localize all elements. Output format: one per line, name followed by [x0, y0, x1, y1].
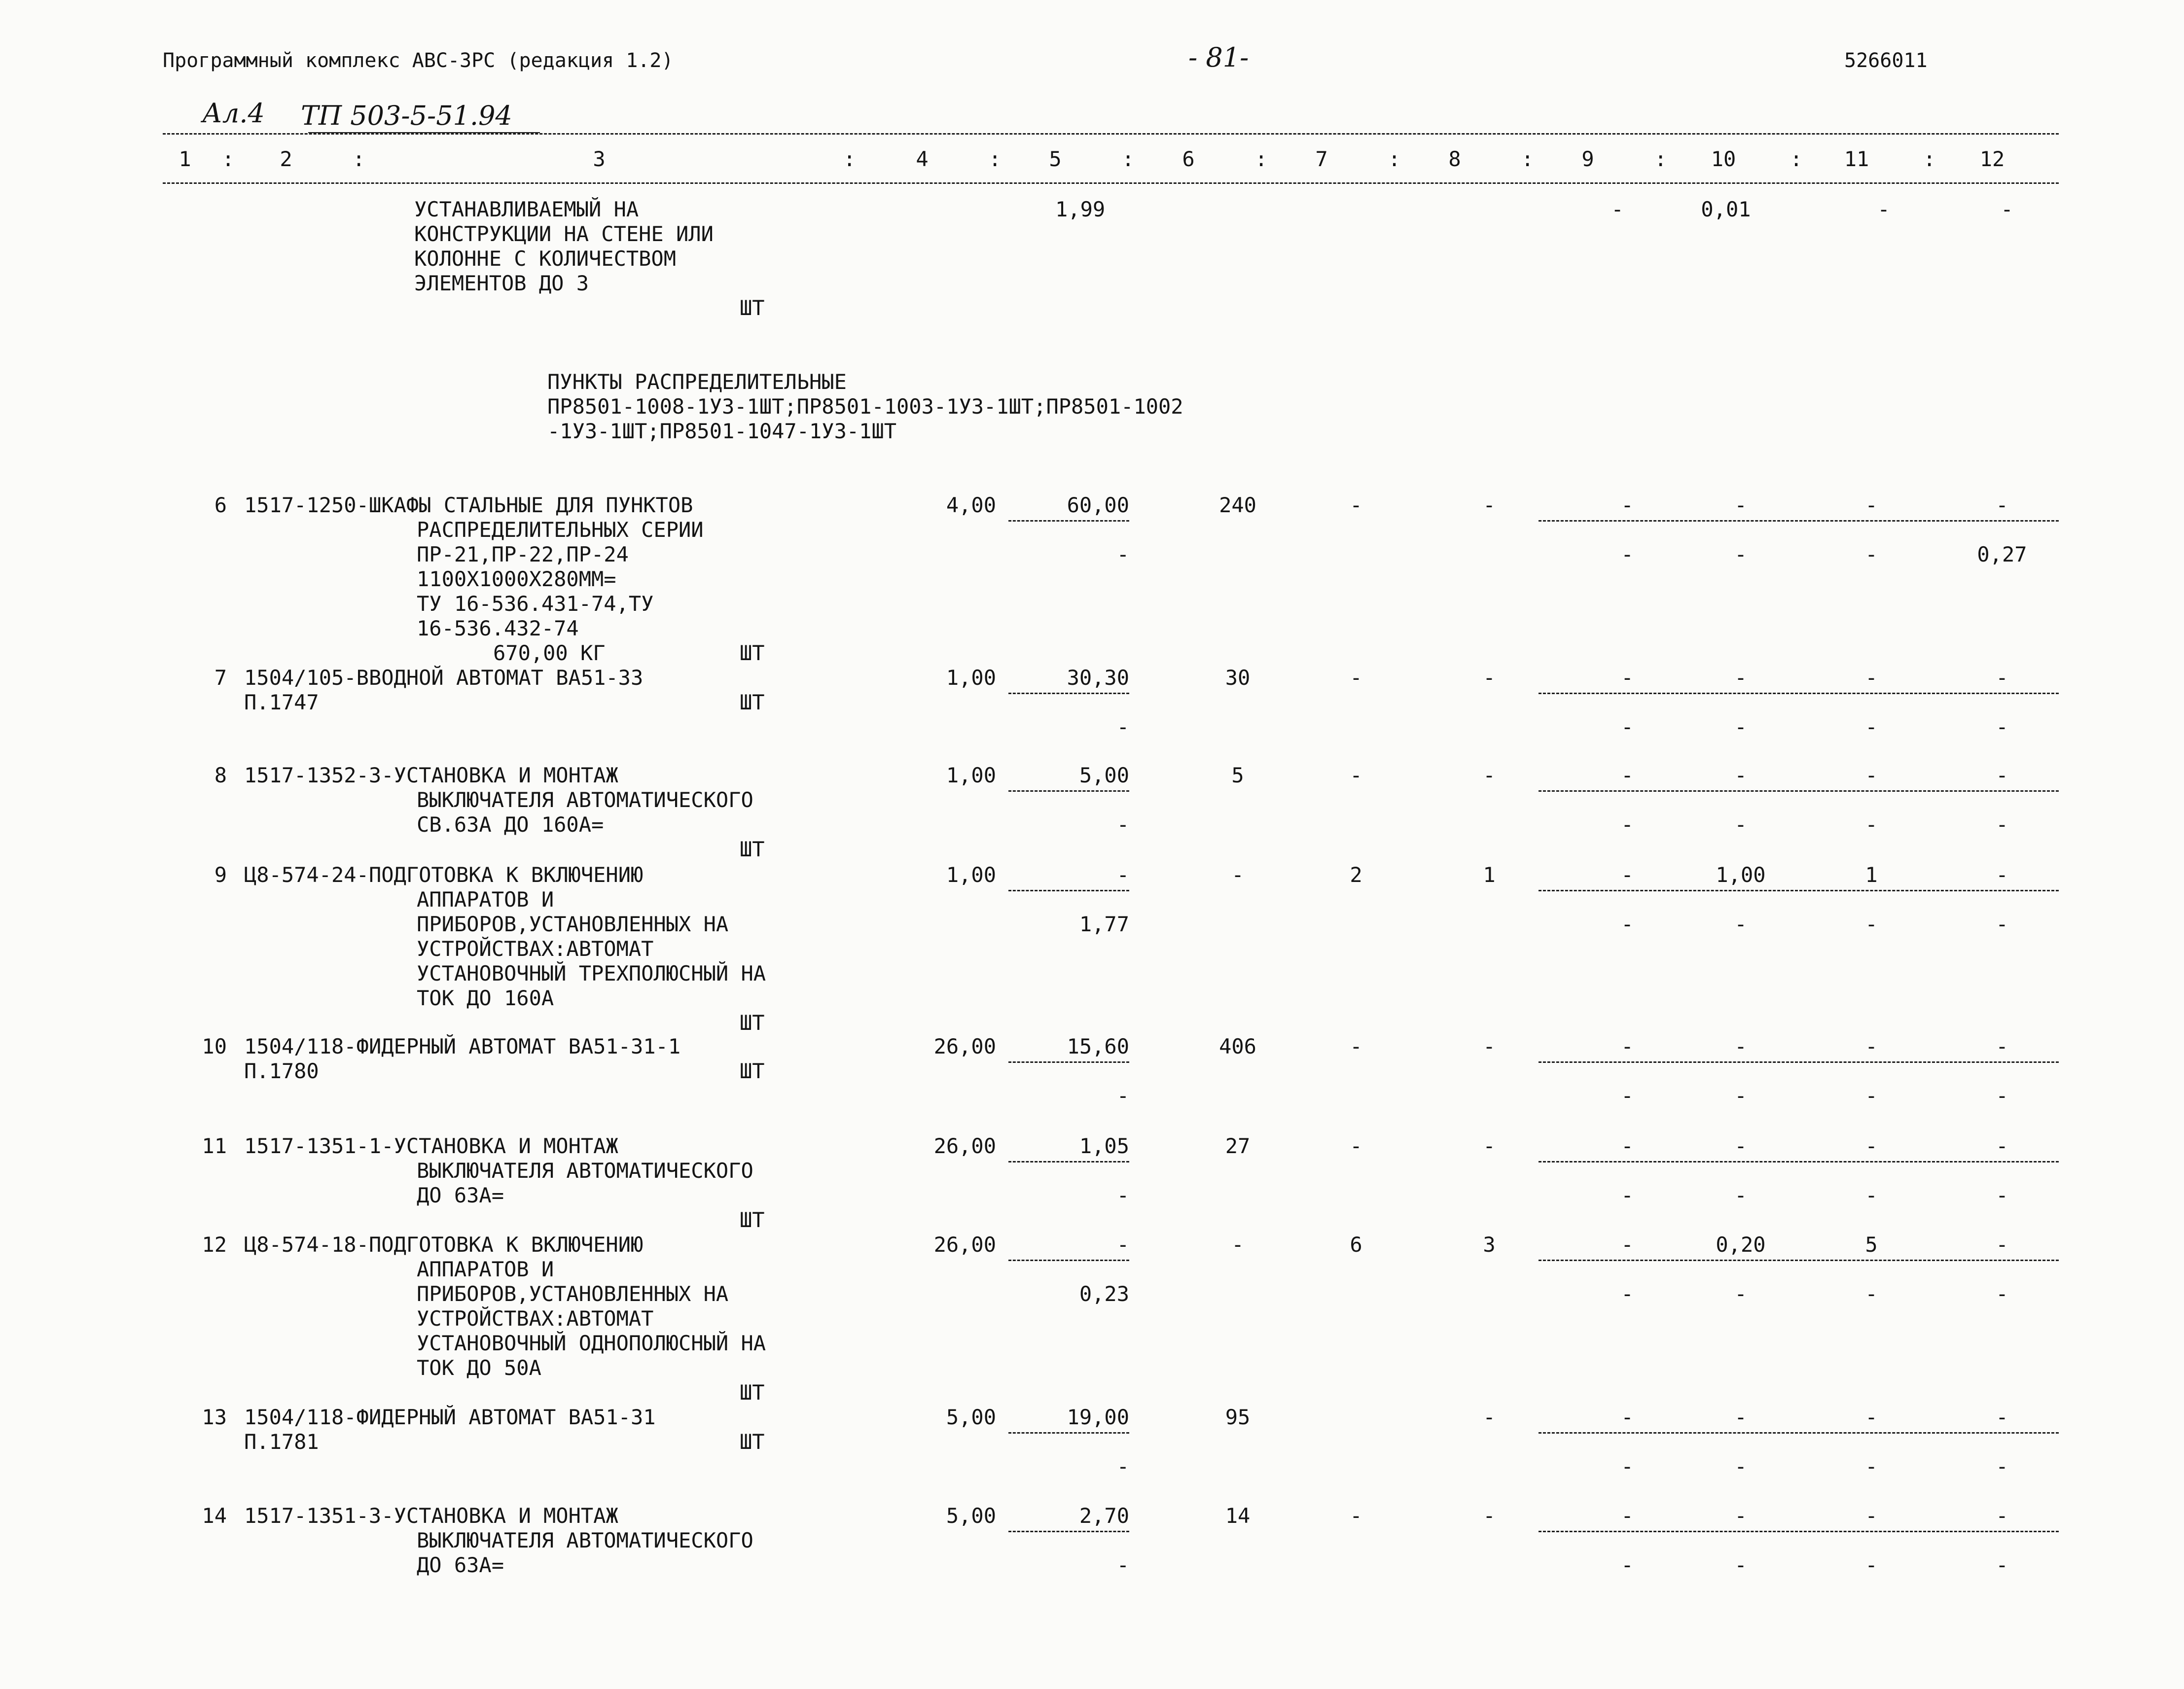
row-col5: 19,00	[1067, 1405, 1129, 1429]
column-separator: :	[989, 147, 1002, 171]
document-code: 5266011	[1844, 49, 1928, 72]
row-right-divider	[1539, 790, 2059, 792]
row-col11-upper: -	[1865, 1405, 1878, 1429]
row-col12-upper: -	[1996, 1232, 2008, 1257]
row-code: 1504/118	[244, 1034, 344, 1058]
row-col8: -	[1483, 763, 1496, 787]
row-col9-upper: -	[1621, 863, 1634, 887]
row-col6: -	[1231, 863, 1244, 887]
row-col9-lower: -	[1621, 1282, 1634, 1306]
row-col11-lower: -	[1865, 812, 1878, 837]
row-desc-line: -ШКАФЫ СТАЛЬНЫЕ ДЛЯ ПУНКТОВ	[356, 493, 693, 517]
row-col11-lower: -	[1865, 1282, 1878, 1306]
row-col10-upper: -	[1734, 763, 1747, 787]
row-code: 1504/105	[244, 666, 344, 690]
row-col9-upper: -	[1621, 1405, 1634, 1429]
row-desc-line: -ПОДГОТОВКА К ВКЛЮЧЕНИЮ	[356, 863, 644, 887]
row-col6: 95	[1225, 1405, 1251, 1429]
row-col5-lower: -	[1116, 1553, 1129, 1577]
row-right-divider	[1539, 520, 2059, 522]
row-weight: 670,00 КГ	[493, 641, 606, 665]
intro-col10: 0,01	[1701, 197, 1751, 221]
column-header-5: 5	[1049, 147, 1062, 171]
row-col12-lower: 0,27	[1977, 542, 2027, 566]
row-col5-divider	[1008, 790, 1129, 792]
row-col12-lower: -	[1996, 912, 2008, 936]
column-header-9: 9	[1581, 147, 1594, 171]
row-col5-lower: -	[1116, 1084, 1129, 1108]
row-col12-upper: -	[1996, 1134, 2008, 1158]
row-col5-divider	[1008, 890, 1129, 891]
row-unit: ШТ	[740, 1011, 765, 1035]
row-desc-line: 16-536.432-74	[417, 616, 579, 640]
row-right-divider	[1539, 1061, 2059, 1063]
row-desc-line: -ВВОДНОЙ АВТОМАТ ВА51-33	[344, 666, 644, 690]
row-col6: 14	[1225, 1504, 1251, 1528]
row-desc-line: АППАРАТОВ И	[417, 887, 554, 912]
row-desc-line: УСТАНОВОЧНЫЙ ТРЕХПОЛЮСНЫЙ НА	[417, 961, 766, 985]
column-header-7: 7	[1315, 147, 1328, 171]
row-col12-upper: -	[1996, 666, 2008, 690]
row-col10-lower: -	[1734, 1183, 1747, 1207]
row-col11-upper: -	[1865, 666, 1878, 690]
row-right-divider	[1539, 890, 2059, 891]
row-col4: 1,00	[946, 763, 996, 787]
row-desc-line: РАСПРЕДЕЛИТЕЛЬНЫХ СЕРИИ	[417, 518, 704, 542]
row-unit: ШТ	[740, 1430, 765, 1454]
row-col4: 5,00	[946, 1504, 996, 1528]
row-col9-upper: -	[1621, 1134, 1634, 1158]
row-col5: -	[1116, 863, 1129, 887]
row-col9-upper: -	[1621, 666, 1634, 690]
row-col4: 1,00	[946, 863, 996, 887]
row-col5: 15,60	[1067, 1034, 1129, 1058]
row-col8: -	[1483, 1504, 1496, 1528]
row-col5-lower: 0,23	[1079, 1282, 1129, 1306]
column-header-3: 3	[593, 147, 606, 171]
row-right-divider	[1539, 1260, 2059, 1261]
row-col5-lower: -	[1116, 1183, 1129, 1207]
project-number: ТП 503-5-51.94	[301, 100, 512, 131]
row-col6: 406	[1219, 1034, 1256, 1058]
row-col12-upper: -	[1996, 863, 2008, 887]
row-col6: 30	[1225, 666, 1251, 690]
row-col12-upper: -	[1996, 1405, 2008, 1429]
row-col8: -	[1483, 1405, 1496, 1429]
row-col7: 6	[1350, 1232, 1362, 1257]
row-col9-upper: -	[1621, 493, 1634, 517]
row-desc-line: ВЫКЛЮЧАТЕЛЯ АВТОМАТИЧЕСКОГО	[417, 788, 753, 812]
row-col8: -	[1483, 1134, 1496, 1158]
row-col10-upper: -	[1734, 1504, 1747, 1528]
row-col10-lower: -	[1734, 1084, 1747, 1108]
row-desc-line: -УСТАНОВКА И МОНТАЖ	[381, 763, 618, 787]
row-code: Ц8-574-18	[244, 1232, 357, 1257]
intro-col11: -	[1877, 197, 1890, 221]
row-number: 14	[202, 1504, 227, 1528]
row-col10-lower: -	[1734, 912, 1747, 936]
row-col9-upper: -	[1621, 1232, 1634, 1257]
row-col11-lower: -	[1865, 1454, 1878, 1478]
row-code-sub: П.1780	[244, 1059, 319, 1083]
row-col11-lower: -	[1865, 542, 1878, 566]
row-desc-line: ТОК ДО 50А	[417, 1356, 541, 1380]
row-col10-upper: 1,00	[1716, 863, 1766, 887]
intro-col5: 1,99	[1055, 197, 1106, 221]
row-col4: 26,00	[933, 1134, 996, 1158]
row-col12-lower: -	[1996, 1553, 2008, 1577]
row-code: Ц8-574-24	[244, 863, 357, 887]
row-number: 6	[214, 493, 227, 517]
row-col12-lower: -	[1996, 1282, 2008, 1306]
row-code: 1517-1351-3	[244, 1504, 382, 1528]
row-unit: ШТ	[740, 641, 765, 665]
row-col7: -	[1350, 1134, 1362, 1158]
row-col5: 1,05	[1079, 1134, 1129, 1158]
row-col9-lower: -	[1621, 715, 1634, 739]
row-col6: 27	[1225, 1134, 1251, 1158]
row-unit: ШТ	[740, 837, 765, 861]
row-col9-lower: -	[1621, 812, 1634, 837]
column-header-4: 4	[916, 147, 929, 171]
intro-unit: ШТ	[740, 296, 765, 320]
row-col11-upper: -	[1865, 1504, 1878, 1528]
row-col7: 2	[1350, 863, 1362, 887]
row-col11-lower: -	[1865, 1183, 1878, 1207]
row-code: 1517-1351-1	[244, 1134, 382, 1158]
row-number: 7	[214, 666, 227, 690]
section-header-line: ПР8501-1008-1УЗ-1ШТ;ПР8501-1003-1УЗ-1ШТ;ПР8501-1002	[547, 394, 1183, 419]
row-desc-line: -ПОДГОТОВКА К ВКЛЮЧЕНИЮ	[356, 1232, 644, 1257]
program-title: Программный комплекс АВС-ЗРС (редакция 1.2)	[163, 49, 674, 72]
row-col5-lower: -	[1116, 715, 1129, 739]
row-desc-line: -ФИДЕРНЫЙ АВТОМАТ ВА51-31	[344, 1405, 656, 1429]
row-col5-divider	[1008, 520, 1129, 522]
row-desc-line: АППАРАТОВ И	[417, 1257, 554, 1281]
row-number: 10	[202, 1034, 227, 1058]
column-separator: :	[1388, 147, 1401, 171]
row-col10-upper: -	[1734, 1405, 1747, 1429]
row-col7: -	[1350, 666, 1362, 690]
intro-desc-line: УСТАНАВЛИВАЕМЫЙ НА	[414, 197, 639, 221]
row-col9-lower: -	[1621, 1454, 1634, 1478]
row-col5-divider	[1008, 1260, 1129, 1261]
column-separator: :	[353, 147, 365, 171]
row-col8: 3	[1483, 1232, 1496, 1257]
row-col5-lower: -	[1116, 1454, 1129, 1478]
row-col11-lower: -	[1865, 715, 1878, 739]
row-col4: 26,00	[933, 1232, 996, 1257]
row-code-sub: П.1781	[244, 1430, 319, 1454]
header-rule-top	[163, 133, 2059, 135]
row-col12-upper: -	[1996, 1504, 2008, 1528]
column-header-12: 12	[1979, 147, 2005, 171]
row-col7: -	[1350, 493, 1362, 517]
album-number: Ал.4	[202, 98, 265, 129]
column-separator: :	[1923, 147, 1936, 171]
row-number: 9	[214, 863, 227, 887]
row-desc-line: ДО 63А=	[417, 1183, 504, 1207]
row-col6: -	[1231, 1232, 1244, 1257]
row-number: 13	[202, 1405, 227, 1429]
row-number: 11	[202, 1134, 227, 1158]
row-col10-upper: -	[1734, 493, 1747, 517]
row-col11-upper: -	[1865, 1134, 1878, 1158]
column-header-2: 2	[280, 147, 292, 171]
row-col7: -	[1350, 763, 1362, 787]
row-desc-line: ТУ 16-536.431-74,ТУ	[417, 592, 654, 616]
row-col8: -	[1483, 493, 1496, 517]
row-col4: 1,00	[946, 666, 996, 690]
row-col11-upper: -	[1865, 1034, 1878, 1058]
row-col10-lower: -	[1734, 542, 1747, 566]
row-col10-lower: -	[1734, 1553, 1747, 1577]
row-desc-line: СВ.63А ДО 160А=	[417, 812, 604, 837]
intro-desc-line: ЭЛЕМЕНТОВ ДО 3	[414, 271, 589, 295]
row-right-divider	[1539, 1161, 2059, 1162]
row-col7: -	[1350, 1504, 1362, 1528]
column-header-11: 11	[1844, 147, 1869, 171]
intro-desc-line: КОЛОННЕ С КОЛИЧЕСТВОМ	[414, 246, 677, 271]
row-col11-upper: 5	[1865, 1232, 1878, 1257]
page-number: - 81-	[1188, 42, 1249, 73]
row-col5-divider	[1008, 1061, 1129, 1063]
row-right-divider	[1539, 693, 2059, 694]
row-col11-upper: 1	[1865, 863, 1878, 887]
column-header-8: 8	[1448, 147, 1461, 171]
row-col10-upper: -	[1734, 1134, 1747, 1158]
row-number: 8	[214, 763, 227, 787]
row-col6: 5	[1231, 763, 1244, 787]
column-separator: :	[222, 147, 235, 171]
row-col4: 5,00	[946, 1405, 996, 1429]
row-col8: -	[1483, 1034, 1496, 1058]
row-col11-lower: -	[1865, 912, 1878, 936]
row-col5-lower: 1,77	[1079, 912, 1129, 936]
row-col9-lower: -	[1621, 912, 1634, 936]
row-col9-upper: -	[1621, 1034, 1634, 1058]
row-col5-lower: -	[1116, 812, 1129, 837]
row-col4: 4,00	[946, 493, 996, 517]
row-desc-line: -ФИДЕРНЫЙ АВТОМАТ ВА51-31-1	[344, 1034, 681, 1058]
row-desc-line: ПР-21,ПР-22,ПР-24	[417, 542, 629, 566]
row-col10-lower: -	[1734, 812, 1747, 837]
row-number: 12	[202, 1232, 227, 1257]
row-col5: 5,00	[1079, 763, 1129, 787]
row-desc-line: ПРИБОРОВ,УСТАНОВЛЕННЫХ НА	[417, 912, 729, 936]
row-col7: -	[1350, 1034, 1362, 1058]
row-col10-lower: -	[1734, 1282, 1747, 1306]
row-desc-line: 1100Х1000Х280ММ=	[417, 567, 616, 591]
row-col5-divider	[1008, 1432, 1129, 1434]
row-col5: 2,70	[1079, 1504, 1129, 1528]
row-col11-upper: -	[1865, 763, 1878, 787]
row-col12-upper: -	[1996, 1034, 2008, 1058]
row-col12-lower: -	[1996, 1084, 2008, 1108]
row-unit: ШТ	[740, 690, 765, 714]
row-desc-line: ПРИБОРОВ,УСТАНОВЛЕННЫХ НА	[417, 1282, 729, 1306]
row-col5-divider	[1008, 693, 1129, 694]
column-header-1: 1	[179, 147, 191, 171]
row-col10-lower: -	[1734, 1454, 1747, 1478]
row-desc-line: ДО 63А=	[417, 1553, 504, 1577]
row-desc-line: ВЫКЛЮЧАТЕЛЯ АВТОМАТИЧЕСКОГО	[417, 1159, 753, 1183]
row-col8: 1	[1483, 863, 1496, 887]
row-col4: 26,00	[933, 1034, 996, 1058]
row-col12-upper: -	[1996, 493, 2008, 517]
row-unit: ШТ	[740, 1208, 765, 1232]
row-col5: -	[1116, 1232, 1129, 1257]
column-header-10: 10	[1711, 147, 1736, 171]
row-col11-lower: -	[1865, 1553, 1878, 1577]
row-col9-lower: -	[1621, 1084, 1634, 1108]
row-right-divider	[1539, 1531, 2059, 1532]
row-desc-line: -УСТАНОВКА И МОНТАЖ	[381, 1134, 618, 1158]
row-unit: ШТ	[740, 1059, 765, 1083]
row-col12-lower: -	[1996, 1454, 2008, 1478]
row-col9-lower: -	[1621, 1183, 1634, 1207]
row-col12-lower: -	[1996, 715, 2008, 739]
row-col5: 60,00	[1067, 493, 1129, 517]
row-code: 1517-1352-3	[244, 763, 382, 787]
row-desc-line: ВЫКЛЮЧАТЕЛЯ АВТОМАТИЧЕСКОГО	[417, 1528, 753, 1552]
row-col6: 240	[1219, 493, 1256, 517]
row-col10-upper: 0,20	[1716, 1232, 1766, 1257]
column-separator: :	[1521, 147, 1534, 171]
row-desc-line: УСТАНОВОЧНЫЙ ОДНОПОЛЮСНЫЙ НА	[417, 1331, 766, 1355]
row-col9-upper: -	[1621, 1504, 1634, 1528]
row-code: 1504/118	[244, 1405, 344, 1429]
row-col5-lower: -	[1116, 542, 1129, 566]
row-col11-lower: -	[1865, 1084, 1878, 1108]
row-desc-line: УСТРОЙСТВАХ:АВТОМАТ	[417, 937, 654, 961]
section-header-line: -1УЗ-1ШТ;ПР8501-1047-1УЗ-1ШТ	[547, 419, 897, 443]
row-col9-lower: -	[1621, 542, 1634, 566]
row-col10-upper: -	[1734, 666, 1747, 690]
row-desc-line: УСТРОЙСТВАХ:АВТОМАТ	[417, 1306, 654, 1331]
intro-col9: -	[1611, 197, 1624, 221]
row-desc-line: -УСТАНОВКА И МОНТАЖ	[381, 1504, 618, 1528]
column-separator: :	[1790, 147, 1803, 171]
row-right-divider	[1539, 1432, 2059, 1434]
row-col5-divider	[1008, 1531, 1129, 1532]
row-col12-upper: -	[1996, 763, 2008, 787]
row-code: 1517-1250	[244, 493, 357, 517]
section-header-line: ПУНКТЫ РАСПРЕДЕЛИТЕЛЬНЫЕ	[547, 370, 847, 394]
column-separator: :	[1654, 147, 1667, 171]
row-col10-upper: -	[1734, 1034, 1747, 1058]
intro-desc-line: КОНСТРУКЦИИ НА СТЕНЕ ИЛИ	[414, 222, 714, 246]
row-col5: 30,30	[1067, 666, 1129, 690]
row-col8: -	[1483, 666, 1496, 690]
row-desc-line: ТОК ДО 160А	[417, 986, 554, 1010]
row-col12-lower: -	[1996, 812, 2008, 837]
column-separator: :	[843, 147, 856, 171]
row-col11-upper: -	[1865, 493, 1878, 517]
row-col9-lower: -	[1621, 1553, 1634, 1577]
column-separator: :	[1255, 147, 1268, 171]
row-code-sub: П.1747	[244, 690, 319, 714]
row-col12-lower: -	[1996, 1183, 2008, 1207]
row-col9-upper: -	[1621, 763, 1634, 787]
intro-col12: -	[2001, 197, 2013, 221]
column-separator: :	[1122, 147, 1135, 171]
header-rule-bottom	[163, 182, 2059, 184]
row-col10-lower: -	[1734, 715, 1747, 739]
row-col5-divider	[1008, 1161, 1129, 1162]
column-header-6: 6	[1182, 147, 1195, 171]
row-unit: ШТ	[740, 1380, 765, 1405]
